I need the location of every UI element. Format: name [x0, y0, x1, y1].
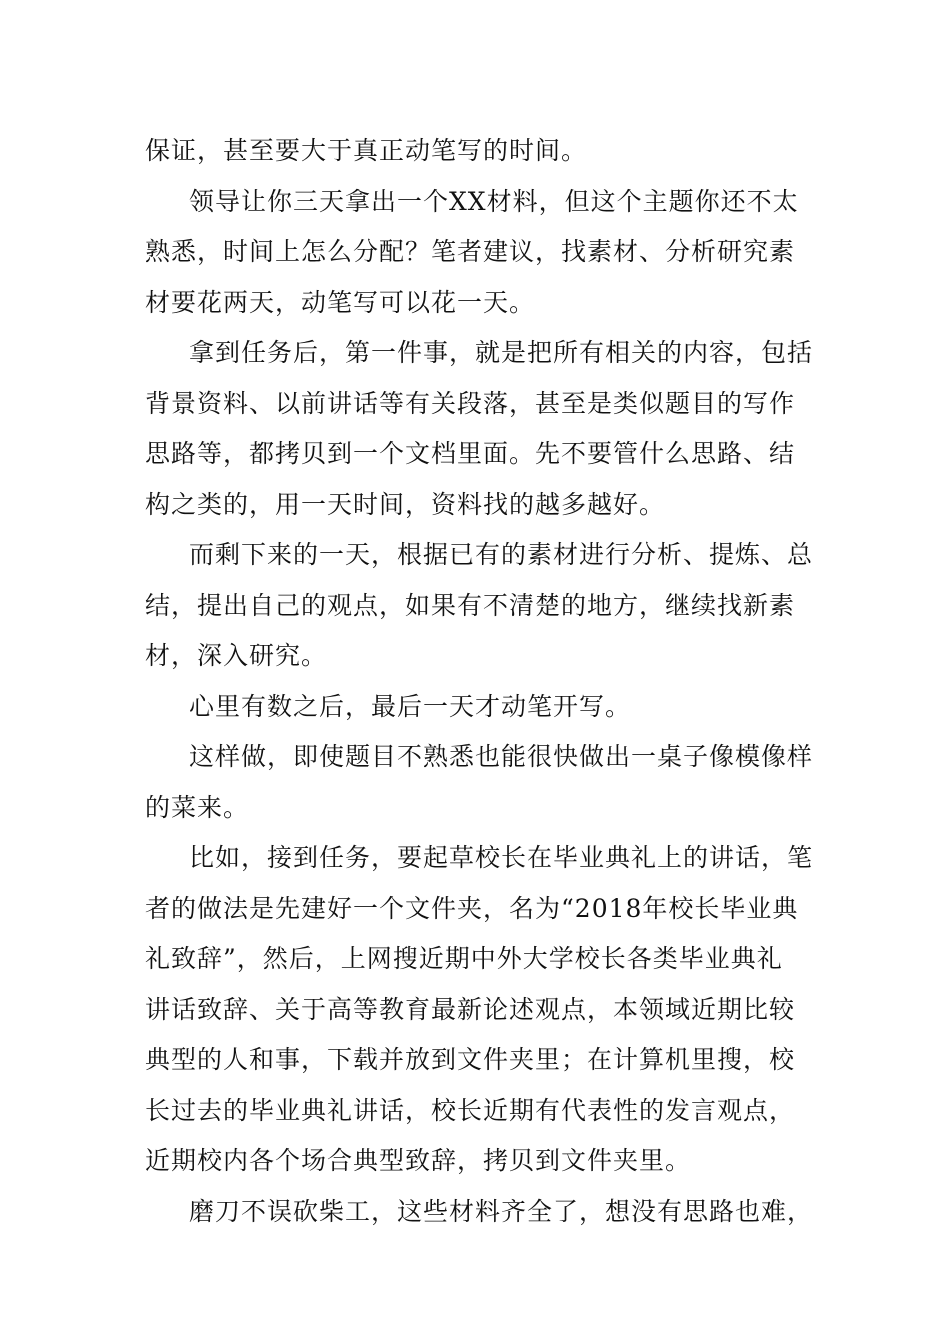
- text-line: 磨刀不误砍柴工，这些材料齐全了，想没有思路也难，: [189, 1196, 814, 1226]
- text-line: 材要花两天，动笔写可以花一天。: [145, 287, 536, 317]
- text-line: 典型的人和事，下载并放到文件夹里；在计算机里搜，校: [145, 1045, 796, 1074]
- text-line: 构之类的，用一天时间，资料找的越多越好。: [145, 489, 666, 519]
- text-line: 的菜来。: [145, 792, 250, 822]
- text-line: 礼致辞”，然后，上网搜近期中外大学校长各类毕业典礼: [145, 944, 783, 973]
- text-line: 熟悉，时间上怎么分配？笔者建议，找素材、分析研究素: [145, 237, 796, 266]
- text-line: 而剩下来的一天，根据已有的素材进行分析、提炼、总: [189, 540, 814, 569]
- text-line: 结，提出自己的观点，如果有不清楚的地方，继续找新素: [145, 590, 796, 620]
- document-body: [145, 126, 814, 1237]
- text-line: 拿到任务后，第一件事，就是把所有相关的内容，包括: [189, 338, 814, 367]
- text-line: 讲话致辞、关于高等教育最新论述观点，本领域近期比较: [145, 994, 796, 1024]
- text-line: 材，深入研究。: [145, 641, 328, 670]
- text-line: 长过去的毕业典礼讲话，校长近期有代表性的发言观点，: [145, 1095, 796, 1125]
- text-line: 领导让你三天拿出一个XX材料，但这个主题你还不太: [189, 186, 799, 216]
- text-line: 这样做，即使题目不熟悉也能很快做出一桌子像模像样: [189, 742, 814, 771]
- text-line: 背景资料、以前讲话等有关段落，甚至是类似题目的写作: [145, 388, 796, 418]
- text-line: 近期校内各个场合典型致辞，拷贝到文件夹里。: [145, 1146, 692, 1175]
- text-line: 保证，甚至要大于真正动笔写的时间。: [145, 136, 588, 165]
- text-line: 心里有数之后，最后一天才动笔开写。: [189, 691, 632, 721]
- text-line: 思路等，都拷贝到一个文档里面。先不要管什么思路、结: [145, 439, 796, 468]
- text-line: 者的做法是先建好一个文件夹，名为“2018年校长毕业典: [145, 893, 799, 923]
- text-line: 比如，接到任务，要起草校长在毕业典礼上的讲话，笔: [189, 843, 814, 872]
